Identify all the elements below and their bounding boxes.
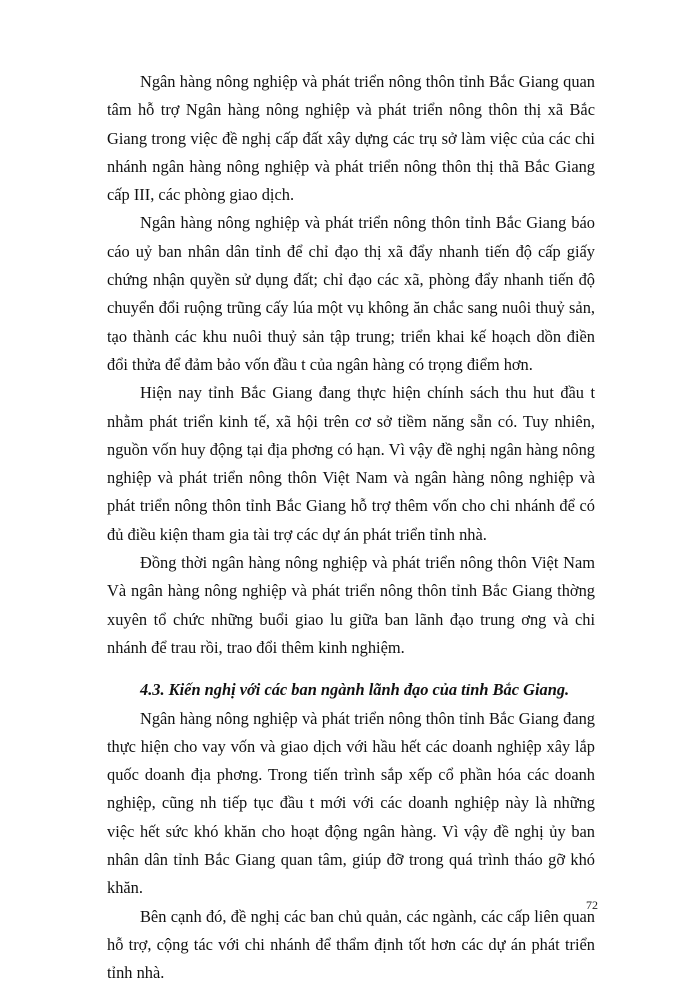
page-number: 72: [586, 898, 598, 912]
body-paragraph: Đồng thời ngân hàng nông nghiệp và phát triển nông thôn Việt Nam Và ngân hàng nông nghiệp và phát triển nông thôn tỉnh Bắc Giang thờng xuyên tổ chức những buổi giao lu giữa ban lãnh đạo trung ơng và chi nhánh để trau rồi, trao đổi thêm kinh nghiệm.: [107, 553, 595, 657]
body-paragraph: Hiện nay tỉnh Bắc Giang đang thực hiện chính sách thu hut đầu t nhằm phát triển kinh tế, xã hội trên cơ sở tiềm năng sẵn có. Tuy nhiên, nguồn vốn huy động tại địa phơng có hạn. Vì vậy đề nghị ngân hàng nông nghiệp và phát triển nông thôn Việt Nam và ngân hàng nông nghiệp và phát triển nông thôn tỉnh Bắc Giang hỗ trợ thêm vốn cho chi nhánh để có đủ điều kiện tham gia tài trợ các dự án phát triển tỉnh nhà.: [107, 383, 595, 544]
body-paragraph: Ngân hàng nông nghiệp và phát triển nông thôn tỉnh Bắc Giang báo cáo uỷ ban nhân dân tỉnh để chỉ đạo thị xã đẩy nhanh tiến độ cấp giấy chứng nhận quyền sử dụng đất; chỉ đạo các xã, phòng đẩy nhanh tiến độ chuyển đổi ruộng trũng cấy lúa một vụ không ăn chắc sang nuôi thuỷ sản, tạo thành các khu nuôi thuỷ sản tập trung; triển khai kế hoạch dồn điền đổi thửa để đảm bảo vốn đầu t của ngân hàng có trọng điểm hơn.: [107, 213, 595, 374]
body-paragraph: Ngân hàng nông nghiệp và phát triển nông thôn tỉnh Bắc Giang quan tâm hỗ trợ Ngân hàng nông nghiệp và phát triển nông thôn thị xã Bắc Giang trong việc đề nghị cấp đất xây dựng các trụ sở làm việc của các chi nhánh ngân hàng nông nghiệp và phát triển nông thôn thị thã Bắc Giang cấp III, các phòng giao dịch.: [107, 72, 595, 205]
section-heading: 4.3. Kiến nghị với các ban ngành lãnh đạo của tỉnh Bắc Giang.: [140, 680, 570, 700]
section-paragraph: Bên cạnh đó, đề nghị các ban chủ quản, các ngành, các cấp liên quan hỗ trợ, cộng tác với chi nhánh để thẩm định tốt hơn các dự án phát triển tỉnh nhà.: [107, 906, 595, 983]
section-paragraph: Ngân hàng nông nghiệp và phát triển nông thôn tỉnh Bắc Giang đang thực hiện cho vay vốn và giao dịch với hầu hết các doanh nghiệp xây lắp quốc doanh địa phơng. Trong tiến trình sắp xếp cổ phần hóa các doanh nghiệp, cũng nh tiếp tục đầu t mới với các doanh nghiệp này là những việc hết sức khó khăn cho hoạt động ngân hàng. Vì vậy đề nghị ủy ban nhân dân tỉnh Bắc Giang quan tâm, giúp đỡ trong quá trình tháo gỡ khó khăn.: [107, 708, 595, 898]
page-body: [107, 68, 595, 988]
